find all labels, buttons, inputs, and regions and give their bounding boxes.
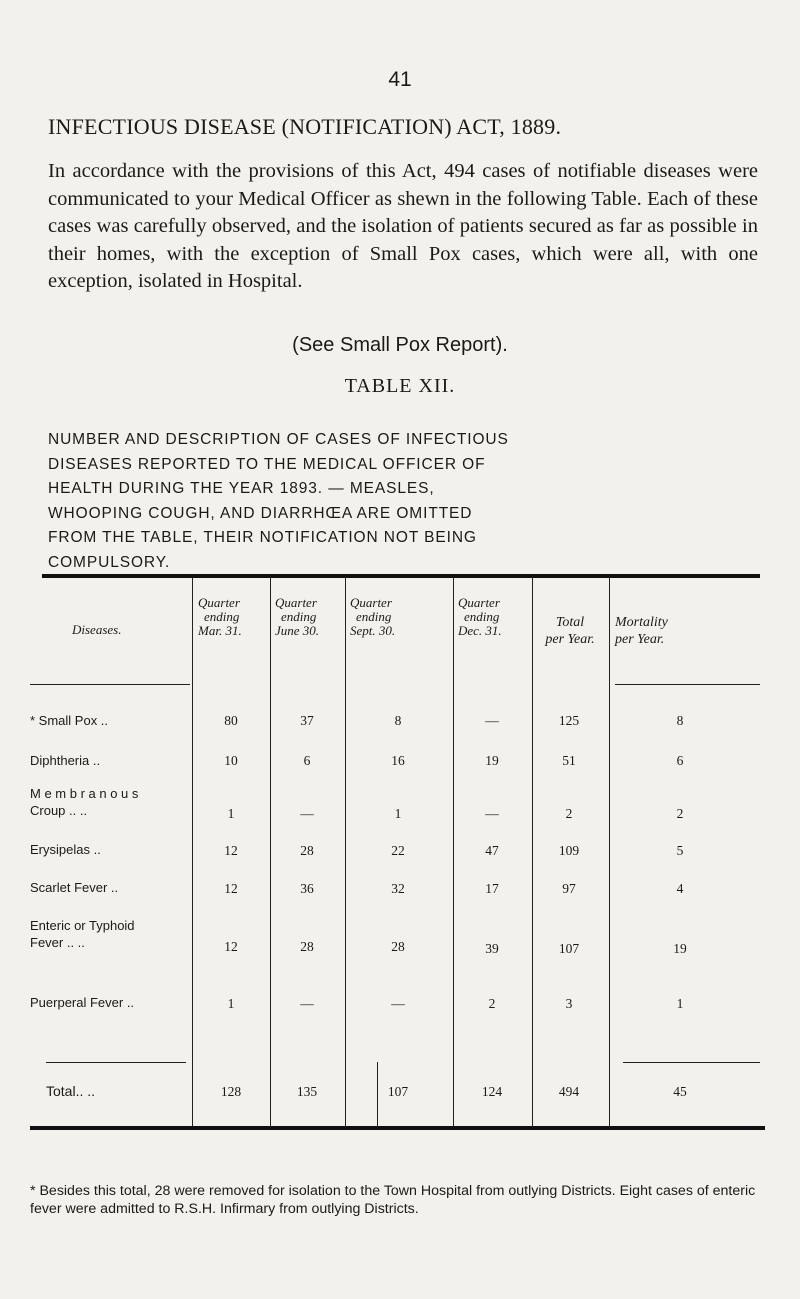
intro-paragraph: In accordance with the provisions of this Act, 494 cases of notifiable diseases were communicated to your Medical Officer as shewn in the following Table. Each of these cases was carefully observed, and the isolation of patients secured as far as possible in their homes, with the exception of Small Pox cases, which were all, with one exception, isolated in Hospital.	[48, 160, 758, 292]
table-cell: 2	[488, 996, 496, 1011]
row-label-total: Total.. ..	[46, 1083, 96, 1099]
table-caption	[48, 428, 758, 576]
table-cell: —	[485, 806, 499, 821]
column-divider	[270, 578, 271, 1126]
header-quarter-sept: Quarter ending Sept. 30.	[350, 595, 396, 638]
column-divider	[609, 578, 610, 1126]
table-cell: 109	[558, 843, 580, 858]
table-cell: 6	[303, 753, 311, 768]
table-cell: 1	[227, 806, 235, 821]
table-cell: —	[391, 996, 405, 1011]
page-title: INFECTIOUS DISEASE (NOTIFICATION) ACT, 1889.	[48, 114, 562, 139]
table-cell: 97	[562, 881, 576, 896]
table-cell: —	[300, 806, 314, 821]
table-cell: 28	[300, 843, 314, 858]
table-cell: 17	[485, 881, 499, 896]
column-divider	[192, 578, 193, 1126]
table-cell: 32	[391, 881, 405, 896]
table-bottom-rule	[30, 1126, 765, 1130]
header-diseases: Diseases.	[72, 622, 122, 637]
table-cell: 51	[562, 753, 576, 768]
table-cell: 19	[673, 941, 687, 956]
total-separator	[623, 1062, 760, 1063]
table-cell: 1	[676, 996, 684, 1011]
table-cell: 22	[391, 843, 405, 858]
table-cell: 1	[394, 806, 402, 821]
table-cell: 4	[676, 881, 684, 896]
header-quarter-dec: Quarter ending Dec. 31.	[458, 595, 502, 638]
table-cell: 8	[394, 713, 402, 728]
table-cell: 2	[565, 806, 573, 821]
table-cell: 39	[485, 941, 499, 956]
column-divider	[345, 578, 346, 1126]
table-cell: 36	[300, 881, 314, 896]
table-cell: 2	[676, 806, 684, 821]
row-label-enteric: Enteric or Typhoid	[30, 918, 135, 933]
caption-line: HEALTH DURING THE YEAR 1893. — MEASLES,	[48, 480, 435, 498]
table-cell: —	[300, 996, 314, 1011]
row-label-puerperal-fever: Puerperal Fever ..	[30, 995, 135, 1010]
total-separator	[46, 1062, 186, 1063]
table-cell: 37	[300, 713, 314, 728]
column-divider	[453, 578, 454, 1126]
header-total: Total per Year.	[545, 615, 595, 647]
table-cell: 47	[485, 843, 499, 858]
table-cell: 28	[391, 939, 405, 954]
table-total-cell: 494	[558, 1084, 580, 1099]
table-cell: 1	[227, 996, 235, 1011]
table-cell: 28	[300, 939, 314, 954]
table-total-cell: 45	[673, 1084, 687, 1099]
table-top-rule	[42, 574, 760, 578]
footnote: * Besides this total, 28 were removed for isolation to the Town Hospital from outlying Districts. Eight cases of enteric fever were admitted to R.S.H. Infirmary from outlying Districts.	[30, 1183, 756, 1217]
table-cell: 107	[558, 941, 580, 956]
header-underline	[615, 684, 760, 685]
page-number: 41	[388, 68, 412, 91]
row-label-diphtheria: Diphtheria ..	[30, 753, 101, 768]
row-label-scarlet-fever: Scarlet Fever ..	[30, 880, 119, 895]
header-underline	[30, 684, 190, 685]
table-total-cell: 107	[387, 1084, 409, 1099]
table-cell: 80	[224, 713, 238, 728]
table-cell: 19	[485, 753, 499, 768]
table-total-cell: 135	[296, 1084, 318, 1099]
table-total-cell: 124	[481, 1084, 503, 1099]
table-cell: 3	[565, 996, 573, 1011]
table-cell: 125	[558, 713, 580, 728]
row-label-erysipelas: Erysipelas ..	[30, 842, 101, 857]
table-cell: 8	[676, 713, 684, 728]
row-label-membranous: M e m b r a n o u s	[30, 786, 139, 801]
table-cell: —	[485, 713, 499, 728]
table-cell: 12	[224, 843, 238, 858]
column-divider	[532, 578, 533, 1126]
caption-line: NUMBER AND DESCRIPTION OF CASES OF INFECTIOUS	[48, 431, 509, 448]
table-cell: 10	[224, 753, 238, 768]
caption-line: DISEASES REPORTED TO THE MEDICAL OFFICER OF	[48, 455, 486, 473]
table-title: TABLE XII.	[344, 375, 456, 397]
see-small-pox-note: (See Small Pox Report).	[292, 334, 508, 356]
row-label-croup: Croup .. ..	[30, 803, 88, 818]
row-label-small-pox: * Small Pox ..	[30, 713, 109, 728]
caption-line: FROM THE TABLE, THEIR NOTIFICATION NOT BEING	[48, 529, 477, 547]
table-cell: 12	[224, 881, 238, 896]
table-cell: 16	[391, 753, 405, 768]
header-mortality: Mortality per Year.	[615, 615, 668, 647]
row-label-typhoid-fever: Fever .. ..	[30, 935, 85, 950]
caption-line: COMPULSORY.	[48, 553, 171, 571]
header-quarter-june: Quarter ending June 30.	[275, 595, 320, 638]
header-quarter-mar: Quarter ending Mar. 31.	[198, 595, 242, 638]
table-cell: 12	[224, 939, 238, 954]
table-cell: 6	[676, 753, 684, 768]
caption-line: WHOOPING COUGH, AND DIARRHŒA ARE OMITTED	[48, 504, 473, 522]
table-cell: 5	[676, 843, 684, 858]
table-total-cell: 128	[220, 1084, 242, 1099]
